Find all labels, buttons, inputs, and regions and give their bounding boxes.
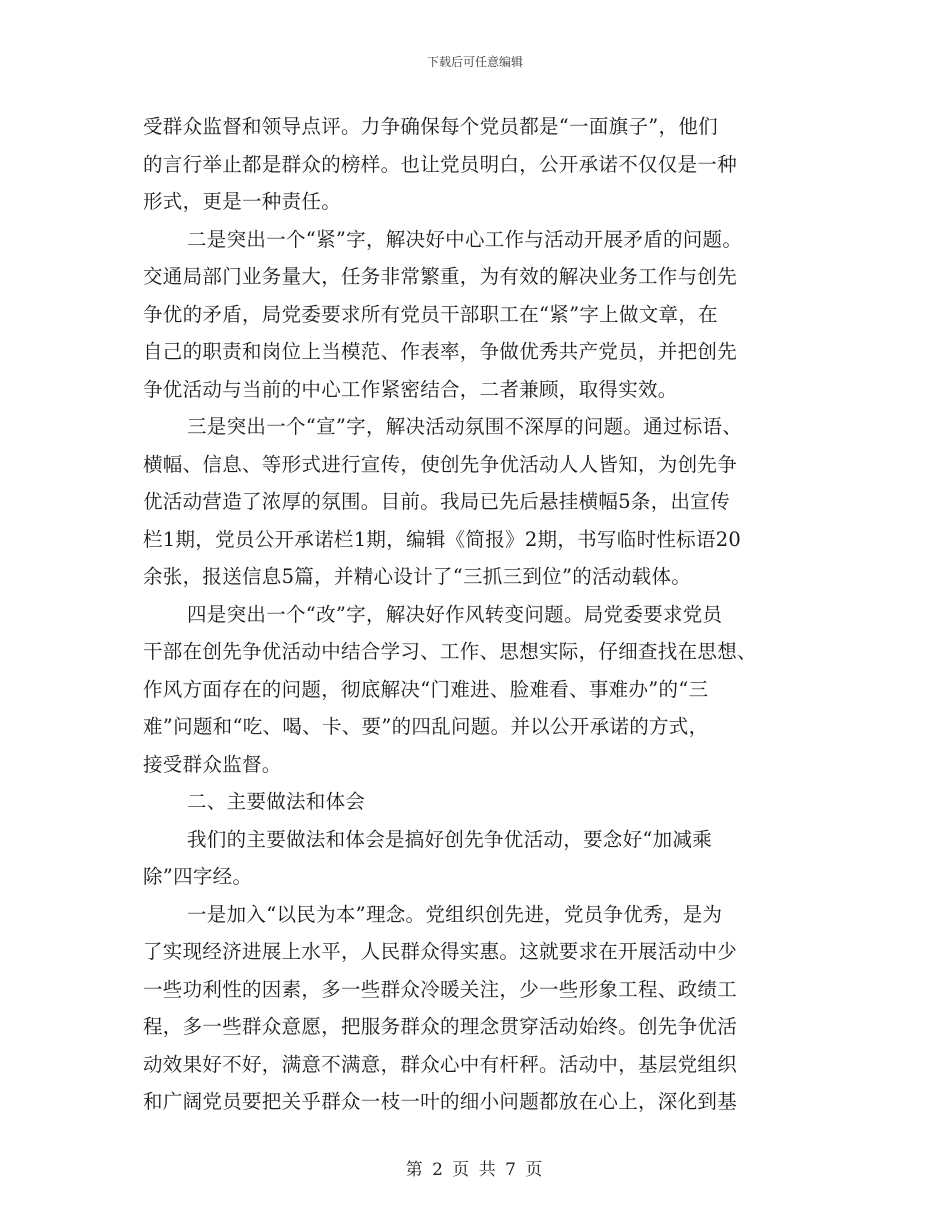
text-line: 三是突出一个“宣”字，解决活动氛围不深厚的问题。通过标语、 [187, 415, 743, 438]
page-footer: 第 2 页 共 7 页 [405, 1160, 545, 1180]
text-line: 了实现经济进展上水平，人民群众得实惠。这就要求在开展活动中少 [143, 940, 738, 963]
text-line: 优活动营造了浓厚的氛围。目前。我局已先后悬挂横幅5条，出宣传 [143, 490, 730, 513]
text-line: 除”四字经。 [143, 865, 253, 888]
text-line: 二是突出一个“紧”字，解决好中心工作与活动开展矛盾的问题。 [187, 227, 743, 251]
text-line: 争优的矛盾，局党委要求所有党员干部职工在“紧”字上做文章，在 [143, 302, 718, 326]
text-line: 和广阔党员要把关乎群众一枝一叶的细小问题都放在心上，深化到基 [143, 1090, 738, 1113]
text-line: 自己的职责和岗位上当模范、作表率，争做优秀共产党员，并把创先 [143, 340, 738, 363]
text-line: 干部在创先争优活动中结合学习、工作、思想实际，仔细查找在思想、 [143, 640, 757, 663]
text-line: 接受群众监督。 [143, 752, 282, 776]
text-line: 四是突出一个“改”字，解决好作风转变问题。局党委要求党员 [187, 602, 723, 626]
text-line: 一是加入“以民为本”理念。党组织创先进，党员争优秀，是为 [187, 902, 723, 926]
text-line: 余张，报送信息5篇，并精心设计了“三抓三到位”的活动载体。 [143, 565, 692, 588]
text-line: 受群众监督和领导点评。力争确保每个党员都是“一面旗子”，他们 [143, 115, 718, 138]
document-body [143, 108, 813, 1121]
text-line: 交通局部门业务量大，任务非常繁重，为有效的解决业务工作与创先 [143, 265, 738, 288]
text-line: 一些功利性的因素，多一些群众冷暖关注，少一些形象工程、政绩工 [143, 977, 738, 1001]
text-line: 动效果好不好，满意不满意，群众心中有杆秤。活动中，基层党组织 [143, 1052, 738, 1076]
text-line: 的言行举止都是群众的榜样。也让党员明白，公开承诺不仅仅是一种 [143, 152, 738, 176]
text-line: 栏1期，党员公开承诺栏1期，编辑《简报》2期，书写临时性标语20 [143, 527, 742, 551]
text-line: 横幅、信息、等形式进行宣传，使创先争优活动人人皆知，为创先争 [143, 452, 738, 476]
section-heading: 二、主要做法和体会 [187, 790, 366, 813]
text-line: 难”问题和“吃、喝、卡、要”的四乱问题。并以公开承诺的方式， [143, 715, 709, 738]
text-line: 作风方面存在的问题，彻底解决“门难进、脸难看、事难办”的“三 [143, 677, 709, 701]
text-line: 程，多一些群众意愿，把服务群众的理念贯穿活动始终。创先争优活 [143, 1015, 738, 1038]
page-header: 下载后可任意编辑 [426, 55, 523, 69]
text-line: 形式，更是一种责任。 [143, 190, 342, 213]
text-line: 我们的主要做法和体会是搞好创先争优活动，要念好“加减乘 [187, 827, 713, 851]
text-line: 争优活动与当前的中心工作紧密结合，二者兼顾，取得实效。 [143, 377, 678, 401]
